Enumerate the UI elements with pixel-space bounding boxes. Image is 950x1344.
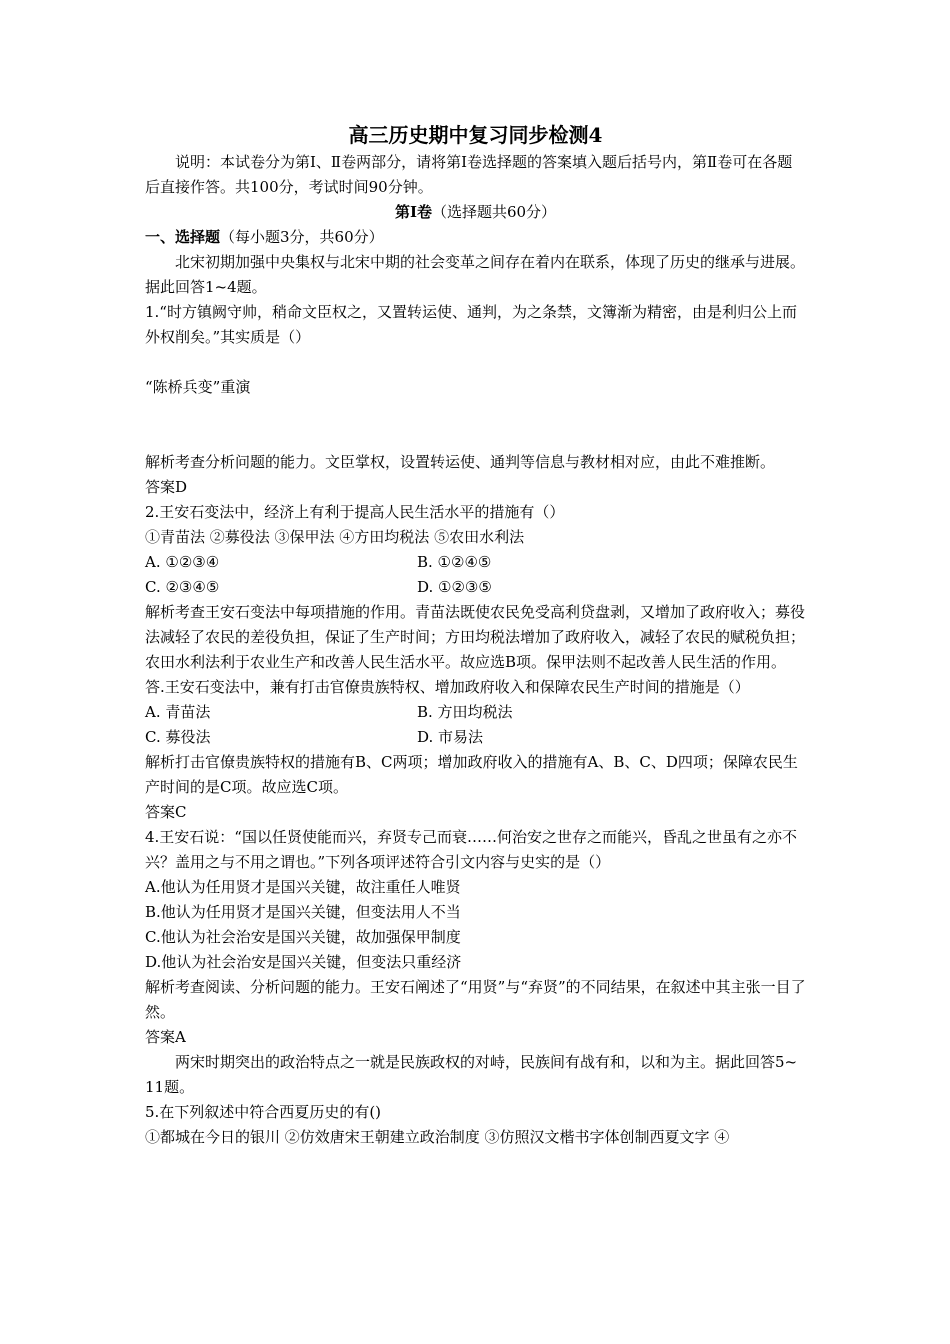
q2-option-b: B. ①②④⑤: [417, 553, 492, 571]
passage-2: 两宋时期突出的政治特点之一就是民族政权的对峙，民族间有战有和，以和为主。据此回答5~11题。: [145, 1053, 798, 1096]
q4-option-c: C.他认为社会治安是国兴关键，故加强保甲制度: [145, 928, 461, 946]
intro-text: 说明：本试卷分为第Ⅰ、Ⅱ卷两部分，请将第Ⅰ卷选择题的答案填入题后括号内，第Ⅱ卷可在各题后直接作答。共100分，考试时间90分钟。: [145, 153, 793, 196]
q5-items: ①都城在今日的银川 ②仿效唐宋王朝建立政治制度 ③仿照汉文楷书字体创制西夏文字 ④: [145, 1128, 730, 1146]
q4-option-a: A.他认为任用贤才是国兴关键，故注重任人唯贤: [145, 878, 461, 896]
section1-heading: [145, 225, 806, 250]
part1-heading-bold: 第Ⅰ卷: [394, 203, 432, 221]
q2-option-d: D. ①②③⑤: [417, 578, 492, 596]
q1-option: “陈桥兵变”重演: [145, 378, 251, 396]
part1-heading-rest: （选择题共60分）: [431, 203, 557, 221]
q4-option-d: D.他认为社会治安是国兴关键，但变法只重经济: [145, 953, 462, 971]
q3-analysis: 解析打击官僚贵族特权的措施有B、C两项；增加政府收入的措施有A、B、C、D四项；保障农民生产时间的是C项。故应选C项。: [145, 753, 798, 796]
q4-option-b: B.他认为任用贤才是国兴关键，但变法用人不当: [145, 903, 461, 921]
q2-options-row-1: [145, 550, 806, 575]
q2-items: ①青苗法 ②募役法 ③保甲法 ④方田均税法 ⑤农田水利法: [145, 528, 525, 546]
q3-option-d: D. 市易法: [417, 728, 484, 746]
document-page: [145, 120, 806, 1150]
q3-option-b: B. 方田均税法: [417, 703, 513, 721]
q2-analysis: 解析考查王安石变法中每项措施的作用。青苗法既使农民免受高利贷盘剥，又增加了政府收入；募役法减轻了农民的差役负担，保证了生产时间；方田均税法增加了政府收入，减轻了农民的赋税负担；农田水利法利于农业生产和改善人民生活水平。故应选B项。保甲法则不起改善人民生活的作用。: [145, 603, 806, 671]
q4-answer: 答案A: [145, 1028, 186, 1046]
q3-option-a: A. 青苗法: [145, 703, 211, 721]
q3-answer: 答案C: [145, 803, 187, 821]
q3-option-c: C. 募役法: [145, 728, 211, 746]
q1-analysis: 解析考查分析问题的能力。文臣掌权，设置转运使、通判等信息与教材相对应，由此不难推断。: [145, 453, 776, 471]
q2-option-a: A. ①②③④: [145, 553, 220, 571]
q2-option-c: C. ②③④⑤: [145, 578, 220, 596]
q2-options-row-2: [145, 575, 806, 600]
q1-answer: 答案D: [145, 478, 188, 496]
q3-stem: 答.王安石变法中，兼有打击官僚贵族特权、增加政府收入和保障农民生产时间的措施是（）: [145, 678, 750, 696]
part1-heading: [145, 200, 806, 225]
q3-options-row-2: [145, 725, 806, 750]
q4-analysis: 解析考查阅读、分析问题的能力。王安石阐述了“用贤”与“弃贤”的不同结果，在叙述中其主张一目了然。: [145, 978, 806, 1021]
passage-1: 北宋初期加强中央集权与北宋中期的社会变革之间存在着内在联系，体现了历史的继承与进展。据此回答1~4题。: [145, 253, 806, 296]
q2-stem: 2.王安石变法中，经济上有利于提高人民生活水平的措施有（）: [145, 503, 565, 521]
page-title: 高三历史期中复习同步检测4: [348, 123, 603, 147]
q3-options-row-1: [145, 700, 806, 725]
spacer: [145, 350, 806, 375]
q4-stem: 4.王安石说：“国以任贤使能而兴，弃贤专己而衰……何治安之世存之而能兴，昏乱之世虽有之亦不兴？盖用之与不用之谓也。”下列各项评述符合引文内容与史实的是（）: [145, 828, 797, 871]
section1-heading-rest: （每小题3分，共60分）: [220, 228, 384, 246]
q5-stem: 5.在下列叙述中符合西夏历史的有(): [145, 1103, 382, 1121]
section1-heading-bold: 一、选择题: [145, 228, 221, 246]
spacer: [145, 400, 806, 450]
q1-stem: 1.“时方镇阙守帅，稍命文臣权之，又置转运使、通判，为之条禁，文簿渐为精密，由是利归公上而外权削矣。”其实质是（）: [145, 303, 797, 346]
